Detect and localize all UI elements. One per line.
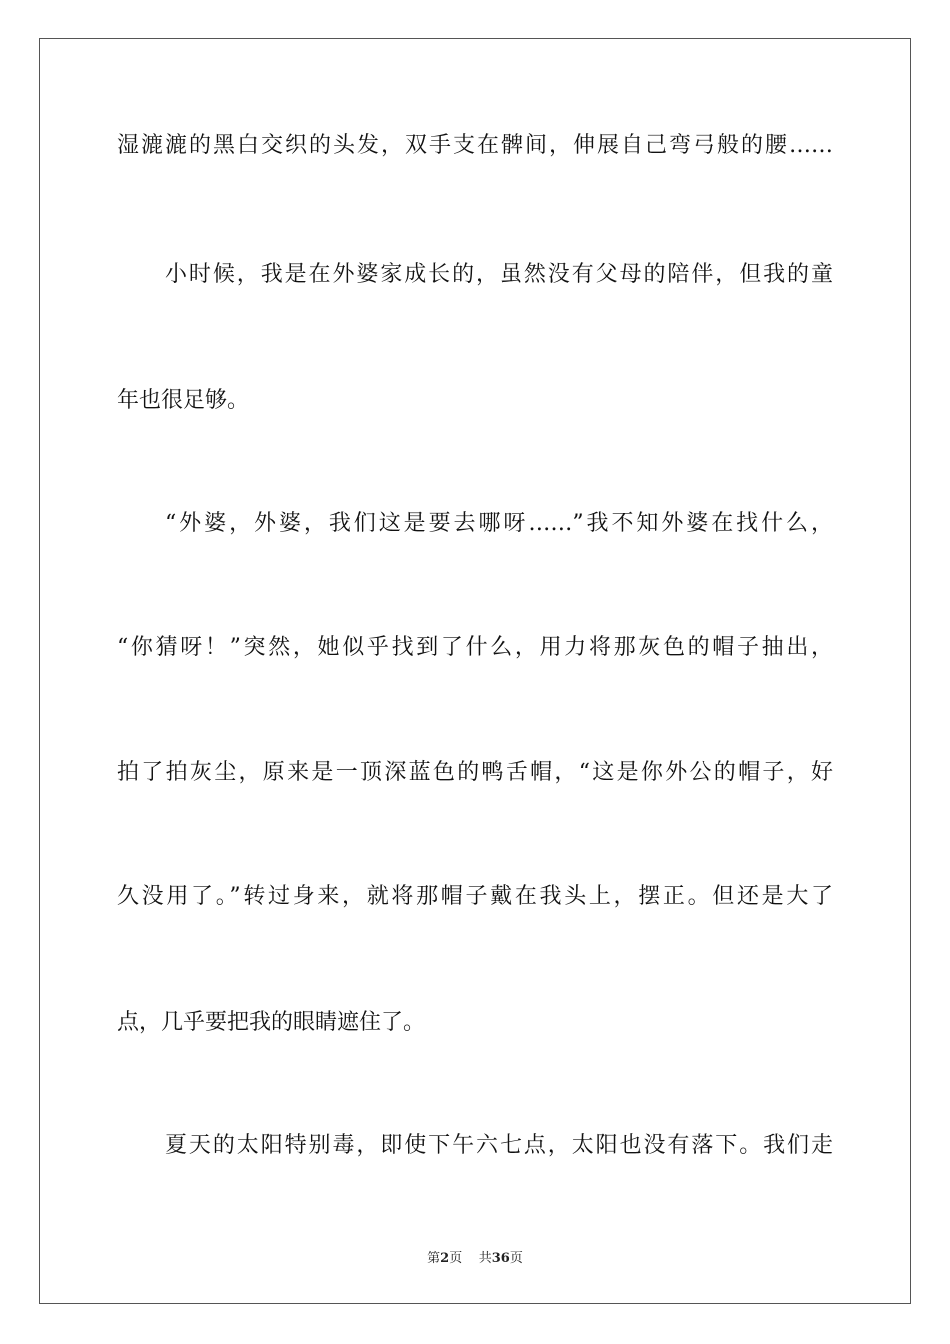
text-line-8: 点，几乎要把我的眼睛遮住了。 <box>117 1010 426 1035</box>
text-line-7: 久没用了。”转过身来，就将那帽子戴在我头上，摆正。但还是大了 <box>117 884 833 909</box>
text-line-2: 小时候，我是在外婆家成长的，虽然没有父母的陪伴，但我的童 <box>165 262 833 287</box>
total-pages: 36 <box>491 1251 510 1266</box>
text-line-9: 夏天的太阳特别毒，即使下午六七点，太阳也没有落下。我们走 <box>165 1133 833 1158</box>
page-border <box>39 38 911 1304</box>
text-line-3: 年也很足够。 <box>117 388 250 413</box>
page-footer <box>0 1247 950 1266</box>
text-line-6: 拍了拍灰尘，原来是一顶深蓝色的鸭舌帽，“这是你外公的帽子，好 <box>117 760 833 785</box>
page-number: 2 <box>440 1251 450 1266</box>
page-suffix: 页 <box>449 1251 463 1266</box>
text-line-5: “你猜呀！”突然，她似乎找到了什么，用力将那灰色的帽子抽出， <box>117 635 833 660</box>
page-prefix: 第 <box>427 1251 441 1266</box>
total-suffix: 页 <box>509 1251 523 1266</box>
text-line-4: “外婆，外婆，我们这是要去哪呀……”我不知外婆在找什么， <box>165 511 833 536</box>
text-line-1: 湿漉漉的黑白交织的头发，双手支在髀间，伸展自己弯弓般的腰…… <box>117 133 833 158</box>
total-prefix: 共 <box>478 1251 492 1266</box>
